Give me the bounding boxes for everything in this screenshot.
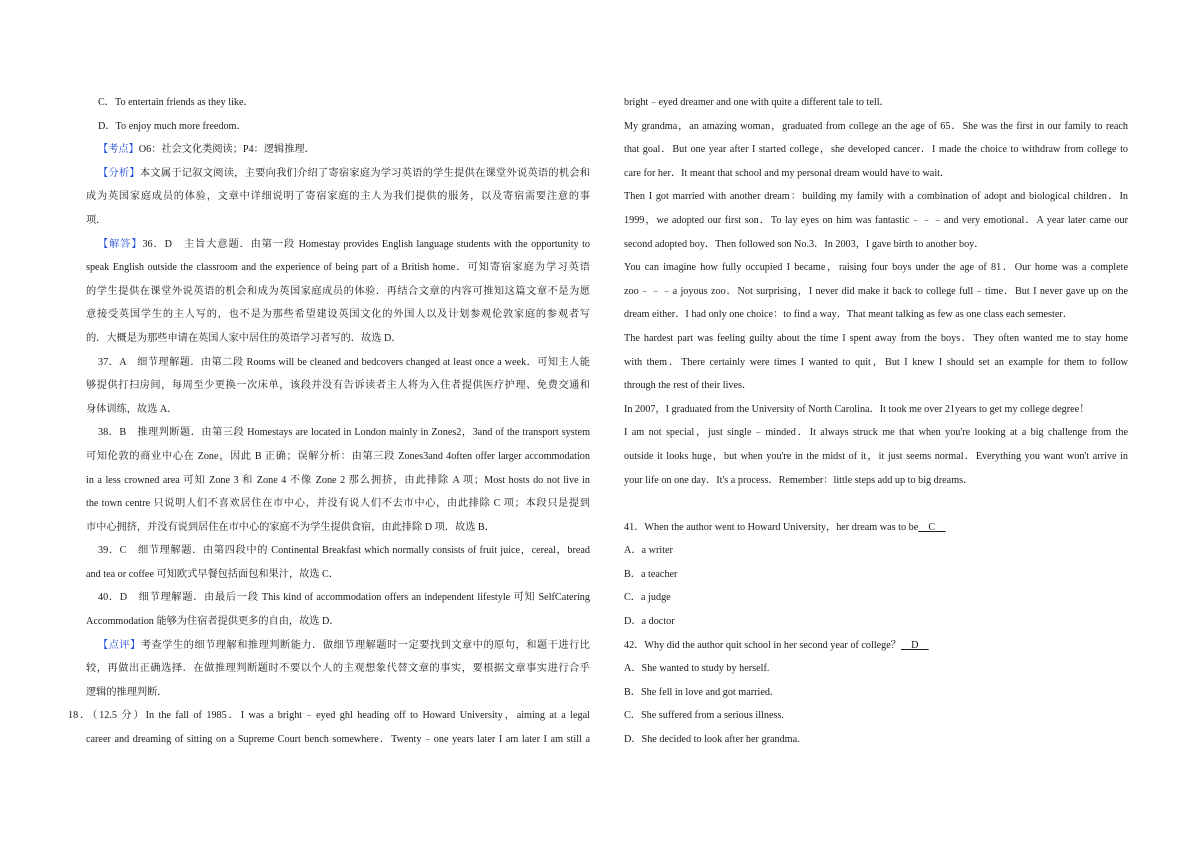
answer-40-line: 40．D 细节理解题．由最后一段 This kind of accommodation offers an independent lifestyle 可知 SelfCatering — [98, 592, 590, 604]
passage-line: zoo﹣﹣﹣a joyous zoo．Not surprising，I never did make it back to college full﹣time．But I never gave up on the — [624, 285, 1128, 297]
option-c-line: C．To entertain friends as they like． — [98, 97, 254, 108]
paragraph-line: Accommodation 能够为住宿者提供更多的自由，故选 D． — [86, 616, 340, 628]
passage-line: The hardest part was feeling guilty about the time I spent away from the boys．They often wanted me to stay home — [624, 332, 1128, 344]
option-d-line: D．To enjoy much more freedom． — [98, 120, 247, 132]
paragraph-line: career and dreaming of sitting on a Supreme Court bench somewhere．Twenty﹣one years later I am later I am still a — [86, 734, 590, 746]
fenxi-tag: 【分析】 — [98, 167, 140, 179]
kaodian-tag: 【考点】 — [98, 144, 139, 156]
fenxi-text: 本文属于记叙文阅读，主要向我们介绍了寄宿家庭为学习英语的学生提供在课堂外说英语的机会和 — [139, 167, 591, 179]
passage-line: 1999，we adopted our first son．To lay eyes on him was fantastic﹣﹣﹣and very emotional．A year later came our — [624, 214, 1128, 226]
question-42-text: 42．Why did the author quit school in her second year of college？ — [624, 639, 901, 651]
paragraph-line: 逻辑的推理判断． — [86, 686, 168, 698]
kaodian-line — [86, 138, 590, 162]
spacer — [624, 492, 1128, 516]
passage-line: with them．There certainly were times I wanted to quit，But I knew I should set an example for them to follow — [624, 356, 1128, 368]
dianping-text: 考查学生的细节理解和推理判断能力．做细节理解题时一定要找到文章中的原句，和题干进行比 — [140, 639, 590, 651]
question-41-answer-letter: C — [928, 521, 936, 533]
paragraph-line: 的学生提供在课堂外说英语的机会和成为英国家庭成员的体验．再结合文章的内容可推知这篇文章不是为愿 — [86, 285, 590, 297]
question-42-answer-letter: D — [911, 639, 919, 651]
passage-line: Then I got married with another dream：building my family with a combination of adopt and biological children．In — [624, 191, 1128, 203]
passage-line: your life on one day．It's a process．Remember：little steps add up to big dreams． — [624, 474, 974, 486]
paragraph-line: speak English outside the classroom and the experience of being part of a British home．可知寄宿家庭为学习英语 — [86, 262, 590, 274]
question-42-stem — [624, 634, 1128, 658]
passage-line: In 2007，I graduated from the University of North Carolina．It took me over 21years to get my college degree！ — [624, 403, 1090, 415]
answer-38-line: 38．B 推理判断题．由第三段 Homestays are located in London mainly in Zones2，3and of the transport system — [98, 427, 590, 439]
passage-line: bright﹣eyed dreamer and one with quite a different tale to tell． — [624, 97, 890, 108]
paragraph-line: the town centre 只说明人们不喜欢居住在市中心，并没有说人们不去市中心，由此排除 C 项；本段只是提到 — [86, 498, 590, 510]
paragraph-line: 的．大概是为那些申请在英国人家中居住的英语学习者写的．故选 D． — [86, 332, 402, 344]
jieda-tag: 【解答】 — [98, 238, 143, 250]
jieda-text: 36．D 主旨大意题．由第一段 Homestay provides English language students with the opportunity to — [142, 238, 591, 250]
kaodian-text: O6：社会文化类阅读；P4：逻辑推理． — [138, 144, 315, 156]
passage-line: I am not special，just single﹣minded．It always struck me that when you're looking at a big challenge from the — [624, 427, 1128, 439]
paragraph-line: 成为英国家庭成员的体验，文章中详细说明了寄宿家庭的主人为我们提供的服务，以及寄宿需要注意的事 — [86, 191, 590, 203]
question-41-option-d: D．a doctor — [624, 616, 675, 628]
question-41-option-a: A．a writer — [624, 545, 673, 557]
paragraph-line: in a less crowned area 可知 Zone 3 和 Zone 4 不像 Zone 2 那么拥挤，由此排除 A 项；Most hosts do not live in — [86, 474, 590, 486]
paragraph-line: 意接受英国学生的主人写的，也不是为那些希望建设英国文化的外国人以及计划参观伦敦家庭的参观者写 — [86, 309, 590, 321]
passage-line: You can imagine how fully occupied I became，raising four boys under the age of 81．Our home was a complete — [624, 262, 1128, 274]
passage-line: dream either．I had only one choice：to find a way．That meant talking as few as one class each semester． — [624, 309, 1073, 321]
paragraph-line: 够提供打扫房间，每周至少更换一次床单，该段并没有告诉读者主人将为入住者提供医疗护理、免费交通和 — [86, 380, 590, 392]
passage-line: through the rest of their lives． — [624, 380, 753, 392]
question-42-option-d: D．She decided to look after her grandma. — [624, 734, 800, 746]
passage-line: outside it looks huge，but when you're in the midst of it，it just seems normal．Everything you want won't arrive in — [624, 450, 1128, 462]
passage-line: that goal．But one year after I started college，she developed cancer．I made the choice to withdraw from college to — [624, 144, 1128, 156]
paragraph-line: 市中心拥挤，并没有说到居住在市中心的家庭不为学生提供食宿，由此排除 D 项．故选 B． — [86, 521, 495, 533]
question-42-option-a: A．She wanted to study by herself. — [624, 663, 770, 675]
paragraph-line: and tea or coffee 可知欧式早餐包括面包和果汁，故选 C． — [86, 568, 340, 580]
paragraph-line: 较，再做出正确选择．在做推理判断题时不要以个人的主观想象代替文章的事实，要根据文章事实进行合乎 — [86, 663, 590, 675]
passage-line: My grandma，an amazing woman，graduated from college an the age of 65．She was the first in our family to reach — [624, 120, 1128, 132]
left-column — [68, 91, 591, 752]
dianping-tag: 【点评】 — [98, 639, 141, 651]
paragraph-line: 身体训练，故选 A． — [86, 403, 178, 415]
question-41-option-c: C．a judge — [624, 592, 671, 604]
answer-39-line: 39．C 细节理解题．由第四段中的 Continental Breakfast which normally consists of fruit juice，cereal，bread — [98, 545, 590, 557]
question-41-answer — [918, 522, 945, 533]
question-42-option-c: C．She suffered from a serious illness. — [624, 710, 784, 722]
question-41-text: 41．When the author went to Howard University，her dream was to be — [624, 521, 919, 533]
paragraph-line: 项． — [86, 214, 107, 226]
question-42-option-b: B．She fell in love and got married. — [624, 686, 773, 698]
right-column — [624, 91, 1128, 752]
passage-line: care for her．It meant that school and my personal dream would have to wait． — [624, 167, 951, 179]
dianping-line — [86, 634, 590, 658]
question-41-stem — [624, 516, 1128, 540]
answer-37-line: 37．A 细节理解题．由第二段 Rooms will be cleaned and bedcovers changed at least once a week．可知主人能 — [98, 356, 590, 368]
paragraph-line: 可知伦敦的商业中心在 Zone，因此 B 正确；误解分析：由第三段 Zones3and 4often offer larger accommodation — [86, 450, 590, 462]
fenxi-line — [86, 162, 590, 186]
question-41-option-b: B．a teacher — [624, 568, 678, 580]
question-42-answer — [901, 640, 929, 651]
passage-line: second adopted boy．Then followed son No.3．In 2003，I gave birth to another boy． — [624, 238, 985, 250]
question-18-line: 18．（12.5 分）In the fall of 1985．I was a bright﹣eyed ghl heading off to Howard University，aiming at a legal — [68, 710, 590, 722]
jieda-line — [86, 233, 590, 257]
